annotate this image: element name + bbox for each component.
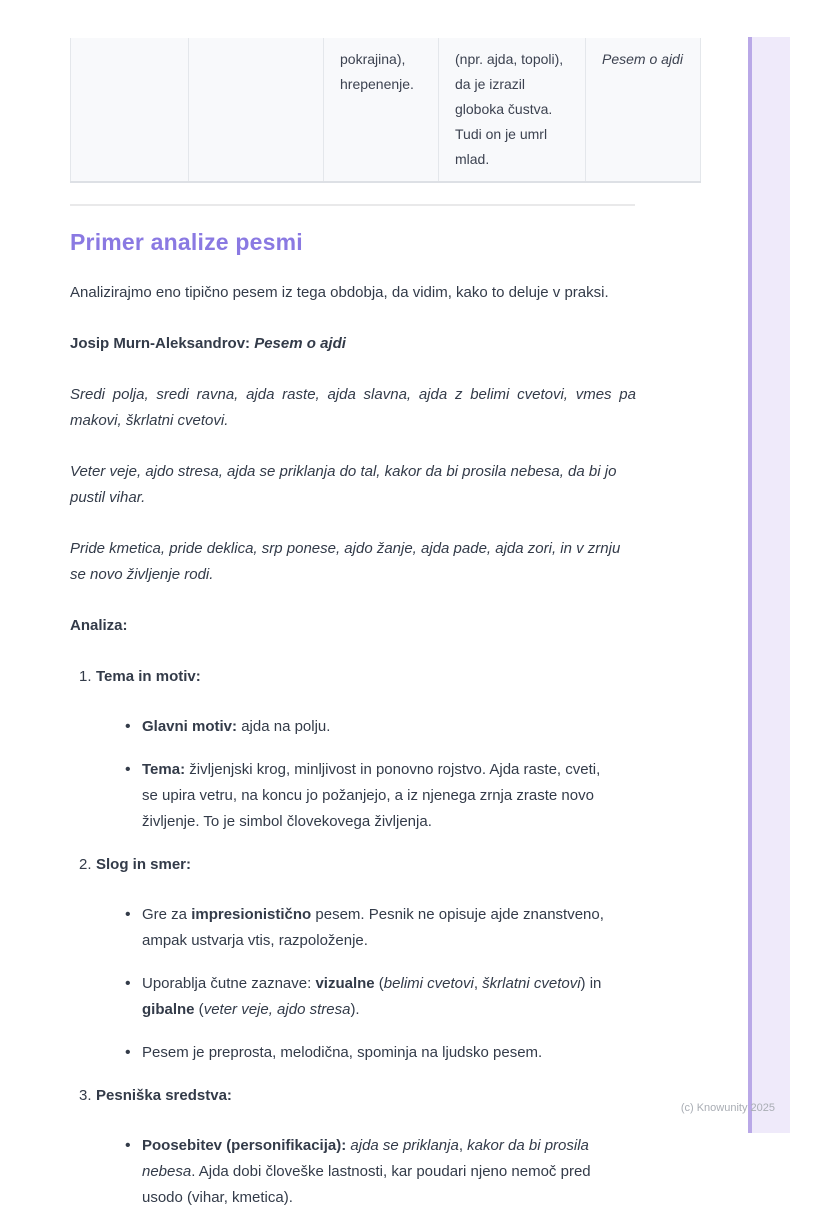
analysis-heading: Analiza:	[70, 617, 128, 634]
notes-table	[70, 38, 700, 183]
section-divider	[70, 204, 635, 206]
list-number: 3.	[79, 1087, 92, 1104]
page-edge-accent-bar	[748, 37, 790, 1133]
poem-author-line	[70, 331, 636, 357]
analysis-bullet: • Tema: življenjski krog, minljivost in ponovno rojstvo. Ajda raste, cveti, se upira vetru, na koncu jo požanjejo, a iz njenega zrnja zraste novo življenje. To je simbol človekovega življenja.	[96, 757, 616, 835]
table-cell-4: (npr. ajda, topoli), da je izrazil globoka čustva. Tudi on je umrl mlad.	[439, 38, 586, 182]
list-number: 1.	[79, 668, 92, 685]
list-number: 2.	[79, 856, 92, 873]
analysis-item-title: Pesniška sredstva:	[96, 1087, 232, 1104]
intro-paragraph: Analizirajmo eno tipično pesem iz tega obdobja, da vidim, kako to deluje v praksi.	[70, 284, 609, 301]
analysis-bullet: • Pesem je preprosta, melodična, spominja na ljudsko pesem.	[96, 1040, 616, 1066]
analysis-sublist	[96, 902, 636, 1066]
poem-stanza-3: Pride kmetica, pride deklica, srp ponese, ajdo žanje, ajda pade, ajda zori, in v zrnju se novo življenje rodi.	[70, 540, 621, 583]
analysis-list	[70, 664, 636, 1211]
poem-stanza-2: Veter veje, ajdo stresa, ajda se priklanja do tal, kakor da bi prosila nebesa, da bi jo pustil vihar.	[70, 463, 617, 506]
poem-title: Pesem o ajdi	[254, 335, 346, 352]
analysis-bullet: • Glavni motiv: ajda na polju.	[96, 714, 616, 740]
analysis-bullet: • Poosebitev (personifikacija): ajda se priklanja, kakor da bi prosila nebesa. Ajda dobi človeške lastnosti, kar poudari njeno nemoč pred usodo (vihar, kmetica).	[96, 1133, 616, 1211]
analysis-item-title: Tema in motiv:	[96, 668, 201, 685]
table-cell-2	[189, 38, 324, 182]
analysis-sublist	[96, 1133, 636, 1211]
table-cell-5-poem-title: Pesem o ajdi	[586, 38, 701, 182]
comparison-table	[70, 38, 701, 183]
analysis-item-2	[70, 852, 636, 1066]
table-cell-1	[71, 38, 189, 182]
analysis-item-3	[70, 1083, 636, 1211]
table-row	[71, 38, 701, 182]
section-heading: Primer analize pesmi	[70, 229, 303, 255]
main-content	[70, 229, 636, 1228]
copyright-footer: (c) Knowunity 2025	[680, 1102, 775, 1114]
poem-stanza-1: Sredi polja, sredi ravna, ajda raste, ajda slavna, ajda z belimi cvetovi, vmes pa makovi, škrlatni cvetovi.	[70, 386, 636, 429]
analysis-item-title: Slog in smer:	[96, 856, 192, 873]
author-name: Josip Murn-Aleksandrov:	[70, 335, 251, 352]
analysis-bullet: • Uporablja čutne zaznave: vizualne (belimi cvetovi, škrlatni cvetovi) in gibalne (veter veje, ajdo stresa).	[96, 971, 616, 1023]
analysis-item-1	[70, 664, 636, 835]
table-cell-3: pokrajina), hrepenenje.	[324, 38, 439, 182]
analysis-sublist	[96, 714, 636, 835]
analysis-bullet: • Gre za impresionistično pesem. Pesnik ne opisuje ajde znanstveno, ampak ustvarja vtis, razpoloženje.	[96, 902, 616, 954]
